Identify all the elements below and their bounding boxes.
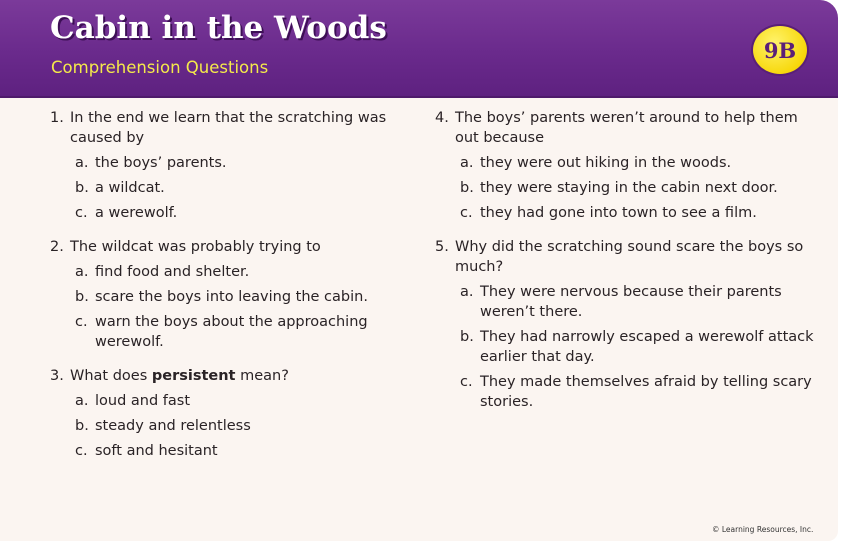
questions-column-right xyxy=(435,108,815,426)
question-text xyxy=(70,366,395,386)
question-number: 1. xyxy=(50,110,64,126)
answer-option xyxy=(50,178,395,198)
question-number: 4. xyxy=(435,110,449,126)
option-letter: c. xyxy=(75,205,88,221)
answer-option xyxy=(50,391,395,411)
question-text-end: mean? xyxy=(235,368,289,384)
option-text: They made themselves afraid by telling scary stories. xyxy=(480,374,812,410)
question-number: 5. xyxy=(435,239,449,255)
question-2 xyxy=(50,237,395,352)
answer-option xyxy=(435,372,815,412)
question-4 xyxy=(435,108,815,223)
option-text: the boys’ parents. xyxy=(95,155,227,171)
question-number: 3. xyxy=(50,368,64,384)
question-text: In the end we learn that the scratching was caused by xyxy=(70,110,387,146)
option-text: soft and hesitant xyxy=(95,443,218,459)
questions-column-left xyxy=(50,108,395,475)
option-letter: a. xyxy=(75,264,89,280)
page-subtitle: Comprehension Questions xyxy=(51,58,269,77)
option-letter: c. xyxy=(460,205,473,221)
answer-option xyxy=(50,203,395,223)
option-letter: c. xyxy=(75,443,88,459)
option-text: they were staying in the cabin next door. xyxy=(480,180,778,196)
page-title: Cabin in the Woods xyxy=(50,10,387,46)
option-letter: b. xyxy=(460,180,474,196)
card-number-badge: 9B xyxy=(751,24,809,76)
option-letter: c. xyxy=(75,314,88,330)
card-header xyxy=(0,0,838,98)
option-text: they were out hiking in the woods. xyxy=(480,155,732,171)
answer-option xyxy=(435,178,815,198)
option-text: find food and shelter. xyxy=(95,264,250,280)
vocabulary-word: persistent xyxy=(151,368,236,384)
answer-option xyxy=(435,327,815,367)
option-letter: a. xyxy=(460,284,474,300)
answer-option xyxy=(50,312,395,352)
option-text: They were nervous because their parents weren’t there. xyxy=(480,284,782,320)
option-letter: b. xyxy=(460,329,474,345)
question-3 xyxy=(50,366,395,461)
question-text-start: What does xyxy=(70,368,152,384)
question-5 xyxy=(435,237,815,412)
answer-option xyxy=(50,262,395,282)
answer-option xyxy=(435,282,815,322)
option-text: loud and fast xyxy=(95,393,191,409)
option-text: warn the boys about the approaching werewolf. xyxy=(95,314,368,350)
option-text: They had narrowly escaped a werewolf attack earlier that day. xyxy=(480,329,814,365)
option-letter: c. xyxy=(460,374,473,390)
option-letter: b. xyxy=(75,418,89,434)
copyright-notice: © Learning Resources, Inc. xyxy=(712,525,814,534)
answer-option xyxy=(50,416,395,436)
question-text: The wildcat was probably trying to xyxy=(70,239,321,255)
answer-option xyxy=(50,153,395,173)
option-letter: a. xyxy=(460,155,474,171)
question-number: 2. xyxy=(50,239,64,255)
answer-option xyxy=(435,153,815,173)
option-text: they had gone into town to see a film. xyxy=(480,205,757,221)
question-text: The boys’ parents weren’t around to help them out because xyxy=(455,110,798,146)
question-text: Why did the scratching sound scare the boys so much? xyxy=(455,239,804,275)
question-1 xyxy=(50,108,395,223)
option-text: a werewolf. xyxy=(95,205,178,221)
answer-option xyxy=(50,287,395,307)
option-text: steady and relentless xyxy=(95,418,251,434)
option-letter: a. xyxy=(75,393,89,409)
answer-option xyxy=(50,441,395,461)
answer-option xyxy=(435,203,815,223)
option-letter: a. xyxy=(75,155,89,171)
option-letter: b. xyxy=(75,289,89,305)
option-text: a wildcat. xyxy=(95,180,165,196)
option-text: scare the boys into leaving the cabin. xyxy=(95,289,368,305)
option-letter: b. xyxy=(75,180,89,196)
